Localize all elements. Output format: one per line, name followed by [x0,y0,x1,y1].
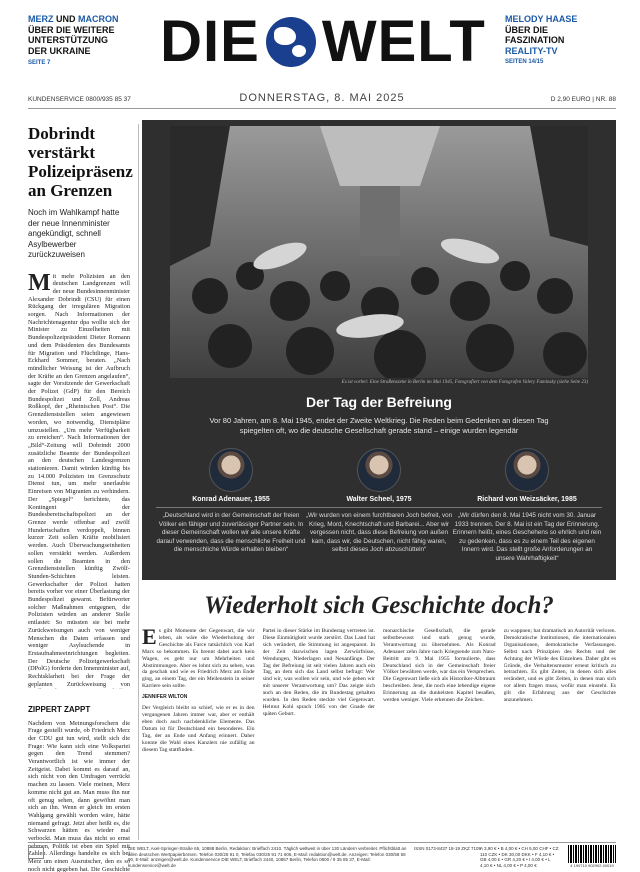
teaser-left-line2: ÜBER DIE WEITERE [28,24,115,35]
lead-subtitle: Noch im Wahlkampf hatte der neue Innenminister angekündigt, schnell Asylbewerber zurückzuweisen [28,208,120,259]
teaser-right-line2: ÜBER DIE [505,24,549,35]
berlin-1945-photo[interactable] [170,126,588,378]
portrait-scheel [357,448,401,492]
teaser-melody-haase[interactable] [505,14,615,68]
info-bar [28,92,616,106]
barcode-number: 4 190710 902902 40019 [568,863,616,869]
teaser-left-page: SEITE 7 [28,60,51,66]
article-headline[interactable]: Wiederholt sich Geschichte doch? [204,592,554,619]
teaser-right-line1: MELODY HAASE [505,14,578,24]
teaser-left-macron: MACRON [78,14,119,24]
teaser-left-line4: DER UKRAINE [28,45,91,56]
masthead-divider [28,108,616,109]
lead-body [28,273,130,689]
lead-dropcap: M [28,272,51,296]
teaser-right-line3: FASZINATION [505,35,565,45]
teaser-merz-macron[interactable] [28,14,138,69]
person-quote: „Wir wurden von einem furchtbaren Joch befreit, von Krieg, Mord, Knechtschaft und Barbarei... Aber wir vergessen nicht, dass diese Befreiung von außen kam, dass wir, die Deutschen, nicht fähig waren, selbst dieses Joch abzuschütteln“ [305,512,453,553]
feature-block [142,120,616,580]
column-divider [138,124,139,840]
qr-box-icon [28,847,44,859]
article-col-3: monarchische Gesellschaft, die gerade selbstbewusst und stark genug wurde, Verantwortung zu übernehmen. Als Konrad Adenauer zehn Jahre nach Kriegsende zum Nato-Beitritt am 9. Mai 1955 formulierte, dass Deutschland sich in der Gemeinschaft freier Völker bewähren werde, war das ein Versprechen. Die Gegenwart ließe sich als Historiker-Albtraum beschreiben. Jene, die noch eine lebendige eigene Erinnerung an die dunkelsten Kapitel besaßen, werden weniger. Viele erkennen die Zeichen. [383,628,496,704]
portrait-weizsaecker [505,448,549,492]
portrait-adenauer [209,448,253,492]
kundenservice: KUNDENSERVICE 0800/935 85 37 [28,96,131,103]
teaser-left-und: UND [56,14,76,24]
article-col1-text: s gibt Momente der Gegenwart, die wir leben, als wäre die Wiederholung der Geschichte als Farce tatsächlich von Karl Marx so bekommen. Es brennt dabei auch kein Wagen, es geht nur um Mehrheiten und Abstimmungen. Aber es lohnt sich zu sehen, was da geschah und wie es Friedrich Merz am Ende ging, an einem Tag, der ein Meilenstein in seiner Karriere sein sollte. [142,628,255,690]
teaser-left-line3: UNTERSTÜTZUNG [28,35,108,45]
die-welt-logo[interactable] [146,9,500,74]
feature-subtitle: Vor 80 Jahren, am 8. Mai 1945, endet der Zweite Weltkrieg. Die Reden beim Gedenken an diesen Tag spiegelten oft, wo die deutsche Gesellschaft gerade stand – einige wurden legendär [209,416,549,435]
issue-price: D 2,90 EURO | NR. 88 [550,96,616,103]
article-col-2: Partei in dieser Stärke im Bundestag vertreten ist. Diese Einmütigkeit wurde zerstört. Das Land hat sich verändert, die Stimmung ist angespannt. In der Zeit dazwischen lagen Zerwürfnisse, Wendungen, Niederlagen und Neuanfänge. Der Tag der Befreiung ist seit vielen Jahren auch ein Tag, an dem sich das Land selbst befragt: Wer sind wir, was wollen wir sein, und wie gehen wir mit unserer Verantwortung um? Das zeigte sich auch an den Reden, die im Bundestag gehalten wurden. In den Reden steckte viel Gegenwart. Helmut Kohl sprach 1985 von der Gnade der späten Geburt. [262,628,375,717]
foreign-prices: A 3,90 € • B 4,00 € • CH 5,00 CHF • CZ 110 CZK • DK 30,00 DKK • F 4,10 € • GB 4,00 £ • GR 4,20 € • I 4,00 € • L 4,10 € • NL 4,00 € • P 4,00 € [480,846,559,868]
lead-body-text: it mehr Polizisten an den deutschen Landgrenzen will der neue Bundesinnenminister Alexander Dobrindt (CSU) für einen Rückgang der irregulären Migration sorgen. Nach Informationen der Nachrichtenagentur dpa wollte sich der Minister zu Einzelheiten mit Bundespolizeipräsident Dieter Romann und dem Präsidenten des Bundesamts für Migration und Flüchtlinge, Hans-Eckhard Sommer, beraten. „Nach mündlicher Weisung ist der Aufbruch der Kräfte an den Grenzen angelaufen“, sagte der Vorsitzende der Gewerkschaft der Polizei (GdP) für den Bereich Bundespolizei und Zoll, Andreas Roßkopf, der „Rheinischen Post“. Die Grenzdienststellen seien angewiesen worden, wo notwendig, Dienstpläne umzustellen. „Um mehr Verfügbarkeit zu erreichen“. Nach Informationen der „Bild“-Zeitung will Dobrindt 2000 zusätzliche Beamte der Bundespolizei an den deutschen Landesgrenzen stationieren. Damit würden künftig bis zu 14.000 Polizisten im Grenzschutz Dienst tun, um mehr unerlaubte Einreisen von Migranten zu verhindern. Der „Spiegel“ berichtete, das Kontingent der Bundesbereitschaftspolizei an der Grenze werde offenbar auf zwölf Hundertschaften verdoppelt, binnen kurzer Zeit sollen Kräfte mobilisiert werden. Auch Überwachungseinheiten sollen verstärkt werden. Außerdem sollen die Beamten in den Grenzdienststellen künftig Zwölf-Stunden-Schichten leisten. Gewerkschafter der Polizei hatten bereits vorher vor einer Überlastung der Bundespolizei gewarnt. Befürworter solcher Maßnahmen entgegnen, die Polizisten würden an anderer Stelle entlastet: So müssten sie bei mehr Zurückweisungen auch von weniger Menschen die Daten erfassen und weniger Asylsuchende in Erstaufnahmeeinrichtungen begleiten. Der Deutsche Polizeigewerkschaft (DPolG) forderte den Innenminister auf, Rechtsklarheit bei der Frage der geplanten Zurückweisung von [28,272,130,688]
person-adenauer [156,448,306,555]
issue-date: DONNERSTAG, 8. MAI 2025 [239,92,405,104]
logo-welt: WELT [321,9,486,74]
lead-story [28,124,133,872]
zappt-headline[interactable]: ZIPPERT ZAPPT [28,704,91,714]
person-quote: „Wir dürfen den 8. Mai 1945 nicht vom 30. Januar 1933 trennen. Der 8. Mai ist ein Tag der Erinnerung. Erinnern heißt, eines Geschehens so ehrlich und rein zu gedenken, dass es zu einem Teil des eigenen Innern wird. Das stellt große Anforderungen an unsere Wahrhaftigkeit“ [452,512,602,562]
person-scheel [304,448,454,555]
feature-headline[interactable]: Der Tag der Befreiung [306,394,452,410]
article-col-1 [142,628,255,838]
logo-die: DIE [160,9,260,74]
person-name: Walter Scheel, 1975 [304,496,454,508]
zappt-body: Nachdem von Meinungsforschern die Frage gestellt wurde, ob Friedrich Merz der CDU gut tun wird, stellt sich die Frage: Wie kann sich eine Volkspartei gegen den Trend stemmen? Verantwortlich ist wie immer der Zeitgeist. Dabei kommt es darauf an, sich nicht von den Umfragen verrückt machen zu lassen. Viele meinen, Merz komme nicht gut an. Man muss ihn nur oft genug sehen, dann gewöhnt man sich an ihn. Wenn er gleich im ersten Wahlgang gewählt worden wäre, hätte niemand gefragt. Jetzt aber heißt es, die Schwarzen hätten es wieder mal verbockt. Man muss das nicht so ernst nehmen, Politik ist eben ein Spiel mit Zahlen. Allerdings handelte es sich bei Merz um einen Ausrutscher, den es so noch nicht gegeben hat. Die Geschichte [28,719,130,872]
teaser-left-merz: MERZ [28,14,54,24]
footer [28,842,616,868]
person-name: Konrad Adenauer, 1955 [156,496,306,508]
masthead [0,0,640,92]
article-dropcap: E [142,628,157,649]
person-quote: „Deutschland wird in der Gemeinschaft der freien Völker ein fähiger und zuverlässiger Partner sein. In dieser Gemeinschaft wollen wir alle unsere Kräfte darauf verwenden, dass die menschliche Freiheit und die menschliche Würde erhalten bleiben“ [156,512,306,553]
article-col-4: zu wappnen; hat dramatisch an Autorität verloren. Demokratische Institutionen, die internationalen Organisationen, demokratische Verfassungen. Selbst nach Prinzipien des Rechts und der Achtung der Würde des Einzelnen. Daher gibt es Gründe, die Verhaltensmuster erneut kritisch zu betrachten. Es gibt Zeiten, in denen sich alles verändert, und es gibt Zeiten, in denen man sich vor allem fragen muss, wofür man einsteht. Es gilt die Erfahrung aus der Geschichte anzunehmen. [503,628,616,704]
teaser-right-line4: REALITY-TV [505,45,558,56]
imprint: DIE WELT, Axel-Springer-Straße 65, 10888 Berlin, Redaktion: Brieffach 2410. Täglich weltweit in über 130 Ländern verbreitet. Pflichtblatt an allen deutschen Wertpapierbörsen. Telefon 030/25 91 0, Telefax 030/25 91 71 606, E-Mail: redaktion@welt.de. Anzeigen: Telefon 030/58 58 90, E-Mail: anzeigen@welt.de. Kundenservice DIE WELT, Brieffach 2440, 10867 Berlin, Telefon 0800 / 9 35 85 37, E-Mail: kundenservice@welt.de [128,846,407,868]
person-name: Richard von Weizsäcker, 1985 [452,496,602,508]
person-weizsaecker [452,448,602,563]
photo-illustration [170,126,588,378]
photo-caption: Es ist vorbei: Eine Straßenszene in Berlin im Mai 1945, Fotografiert von dem Fotografen Valery Faminsky (siehe Seite 23) [341,380,588,385]
article-byline: JENNIFER WILTON [142,694,188,701]
teaser-right-page: SEITEN 14/15 [505,59,544,65]
lead-headline[interactable]: Dobrindt verstärkt Polizeipräsenz an Grenzen [28,124,133,200]
article-col1b-text: Der Vergleich bleibt so schief, wie er es in den vergangenen Jahren immer war, aber er enthält eben doch auch nachdenkliche Elemente. Das Datum ist für Deutschland ein besonderes. Ein Tag, der an Ende und Anfang erinnert. Daher konnte die Wahl eines Kanzlers nie zufällig an diesem Tag stattfinden. [142,705,255,753]
issn: ISSN 0173-8437 18-19 ZKZ 7109 [414,846,482,851]
globe-icon [266,17,316,67]
article-columns [142,628,616,838]
